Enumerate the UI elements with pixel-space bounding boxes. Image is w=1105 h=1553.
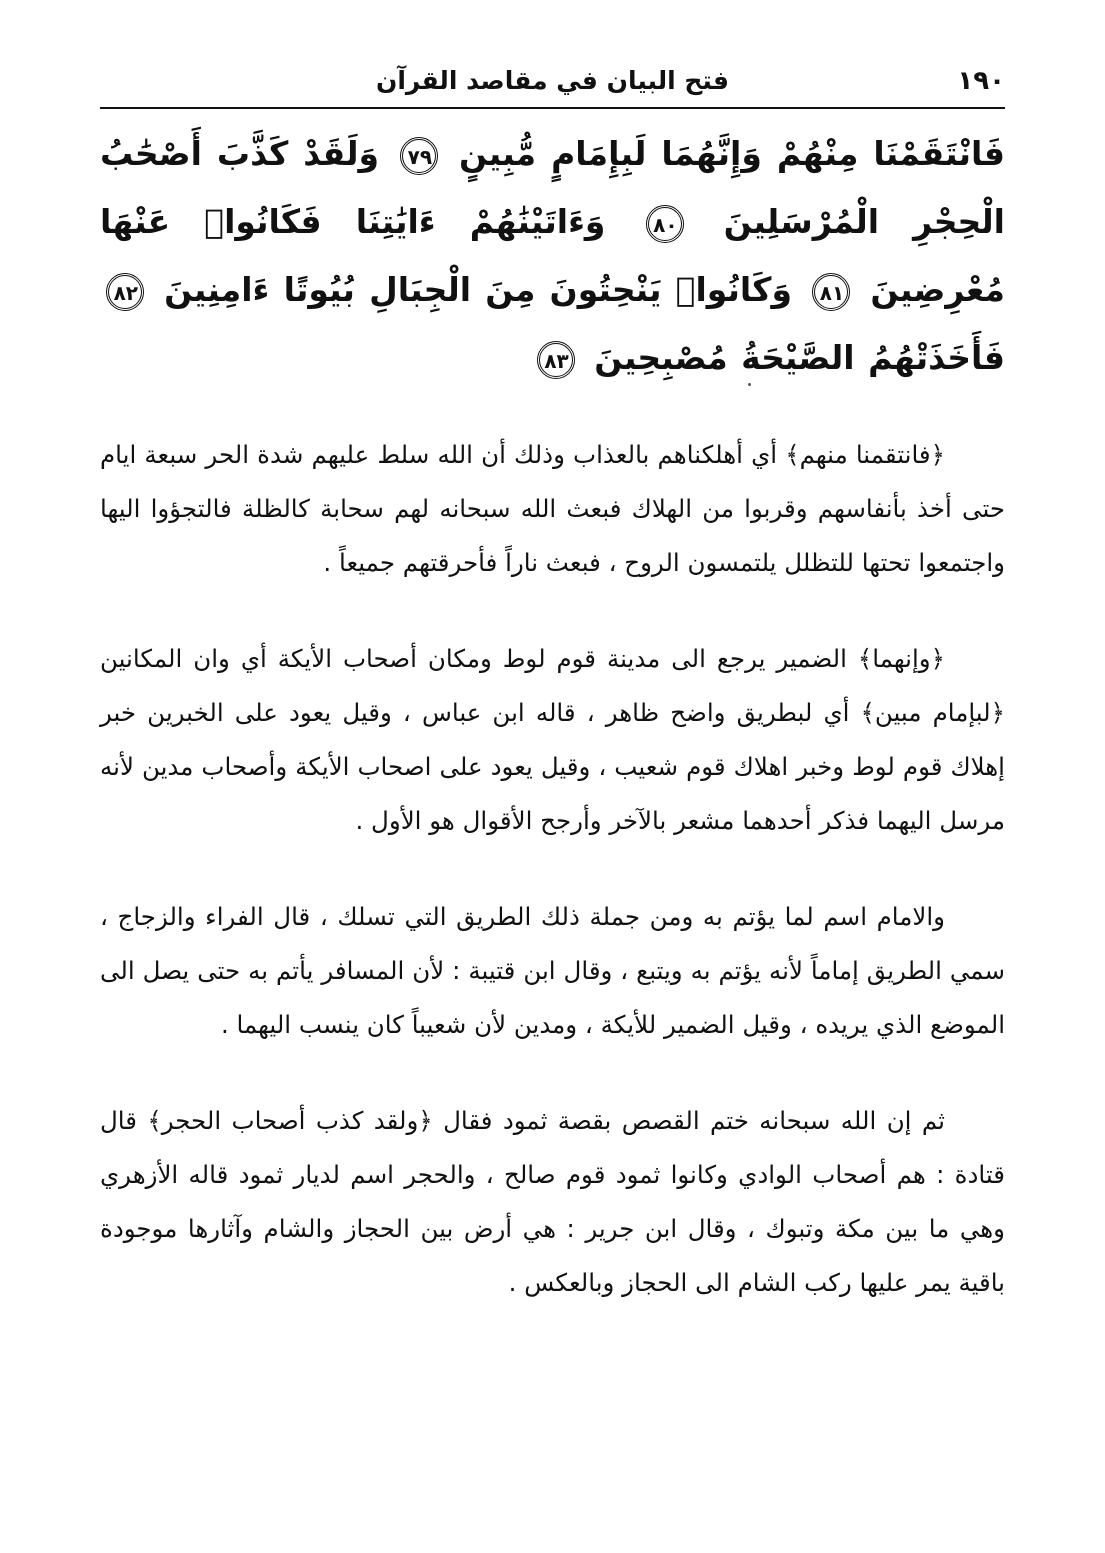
- stray-mark: [748, 383, 751, 386]
- book-title: فتح البيان في مقاصد القرآن: [375, 66, 730, 95]
- commentary-paragraph-1: ﴿فانتقمنا منهم﴾ أي أهلكناهم بالعذاب وذلك أن الله سلط عليهم شدة الحر سبعة ايام حتى أخذ بأنفاسهم وقربوا من الهلاك فبعث الله سبحانه لهم سحابة كالظلة فالتجؤوا اليها واجتمعوا تحتها للتظلل يلتمسون الروح ، فبعث ناراً فأحرقتهم جميعاً .: [100, 440, 1005, 577]
- ayah-number-82: ٨٢: [106, 273, 144, 311]
- verse-82-text: وَكَانُوا۟ يَنْحِتُونَ مِنَ الْجِبَالِ بُيُوتًا ءَامِنِينَ: [164, 270, 792, 309]
- page-number: ١٩٠: [957, 66, 1005, 96]
- ayah-number-81: ٨١: [812, 273, 850, 311]
- verse-80-text: وَلَقَدْ كَذَّبَ أَصْحَٰبُ الْحِجْرِ الْمُرْسَلِينَ: [100, 134, 1005, 241]
- commentary-paragraph-4: ثم إن الله سبحانه ختم القصص بقصة ثمود فقال ﴿ولقد كذب أصحاب الحجر﴾ قال قتادة : هم أصحاب الوادي وكانوا ثمود قوم صالح ، والحجر اسم لديار ثمود قاله الأزهري وهي ما بين مكة وتبوك ، وقال ابن جرير : هي أرض بين الحجاز والشام وآثارها موجودة باقية يمر عليها ركب الشام الى الحجاز وبالعكس .: [100, 1106, 1005, 1297]
- commentary-body: [100, 428, 1005, 1310]
- ayah-number-79: ٧٩: [400, 137, 438, 175]
- commentary-paragraph-2: ﴿وإنهما﴾ الضمير يرجع الى مدينة قوم لوط ومكان أصحاب الأيكة أي وان المكانين ﴿لبإمام مبين﴾ أي لبطريق واضح ظاهر ، قاله ابن عباس ، وقيل يعود على الخبرين خبر إهلاك قوم لوط وخبر اهلاك قوم شعيب ، وقيل يعود على اصحاب الأيكة وأصحاب مدين لأنه مرسل اليهما فذكر أحدهما مشعر بالآخر وأرجح الأقوال هو الأول .: [100, 644, 1005, 835]
- quran-verses: [100, 120, 1005, 392]
- verse-83-text: فَأَخَذَتْهُمُ الصَّيْحَةُ مُصْبِحِينَ: [594, 338, 1005, 377]
- page-header: [100, 62, 1005, 106]
- ayah-number-83: ٨٣: [537, 341, 575, 379]
- verse-81-text: وَءَاتَيْنَٰهُمْ ءَايَٰتِنَا فَكَانُوا۟ عَنْهَا مُعْرِضِينَ: [100, 202, 1005, 309]
- ayah-number-80: ٨٠: [646, 205, 684, 243]
- verse-79-text: فَانْتَقَمْنَا مِنْهُمْ وَإِنَّهُمَا لَبِإِمَامٍ مُّبِينٍ: [459, 134, 1005, 173]
- commentary-paragraph-3: والامام اسم لما يؤتم به ومن جملة ذلك الطريق التي تسلك ، قال الفراء والزجاج ، سمي الطريق إماماً لأنه يؤتم به ويتبع ، وقال ابن قتيبة : لأن المسافر يأتم به حتى يصل الى الموضع الذي يريده ، وقيل الضمير للأيكة ، ومدين لأن شعيباً كان ينسب اليهما .: [100, 902, 1005, 1039]
- header-divider: [100, 107, 1005, 109]
